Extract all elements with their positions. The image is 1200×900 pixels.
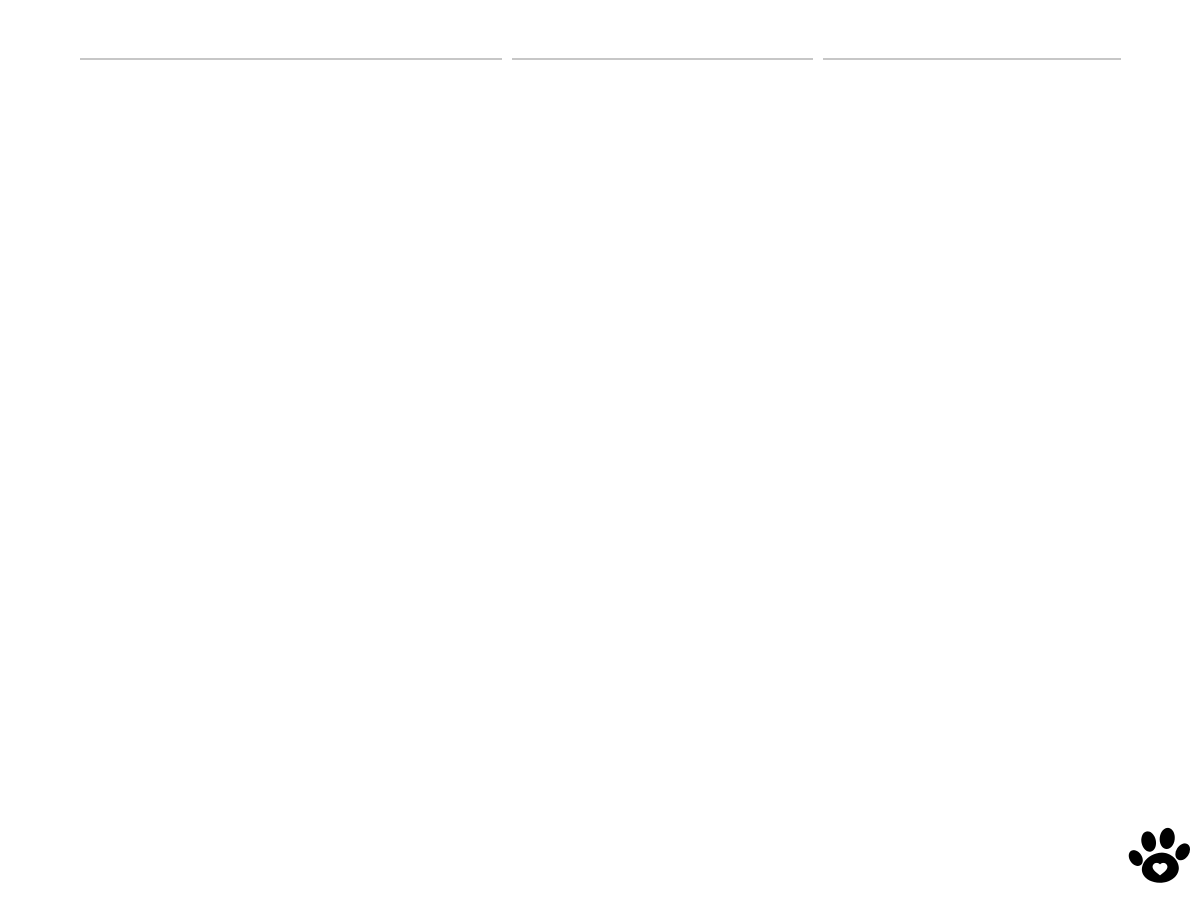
summary-box-loan: [80, 58, 502, 60]
summary-boxes: [80, 58, 1121, 60]
summary-box-product: [823, 58, 1121, 60]
paw-heart-logo-icon: [1127, 824, 1193, 890]
summary-box-rates: [512, 58, 813, 60]
